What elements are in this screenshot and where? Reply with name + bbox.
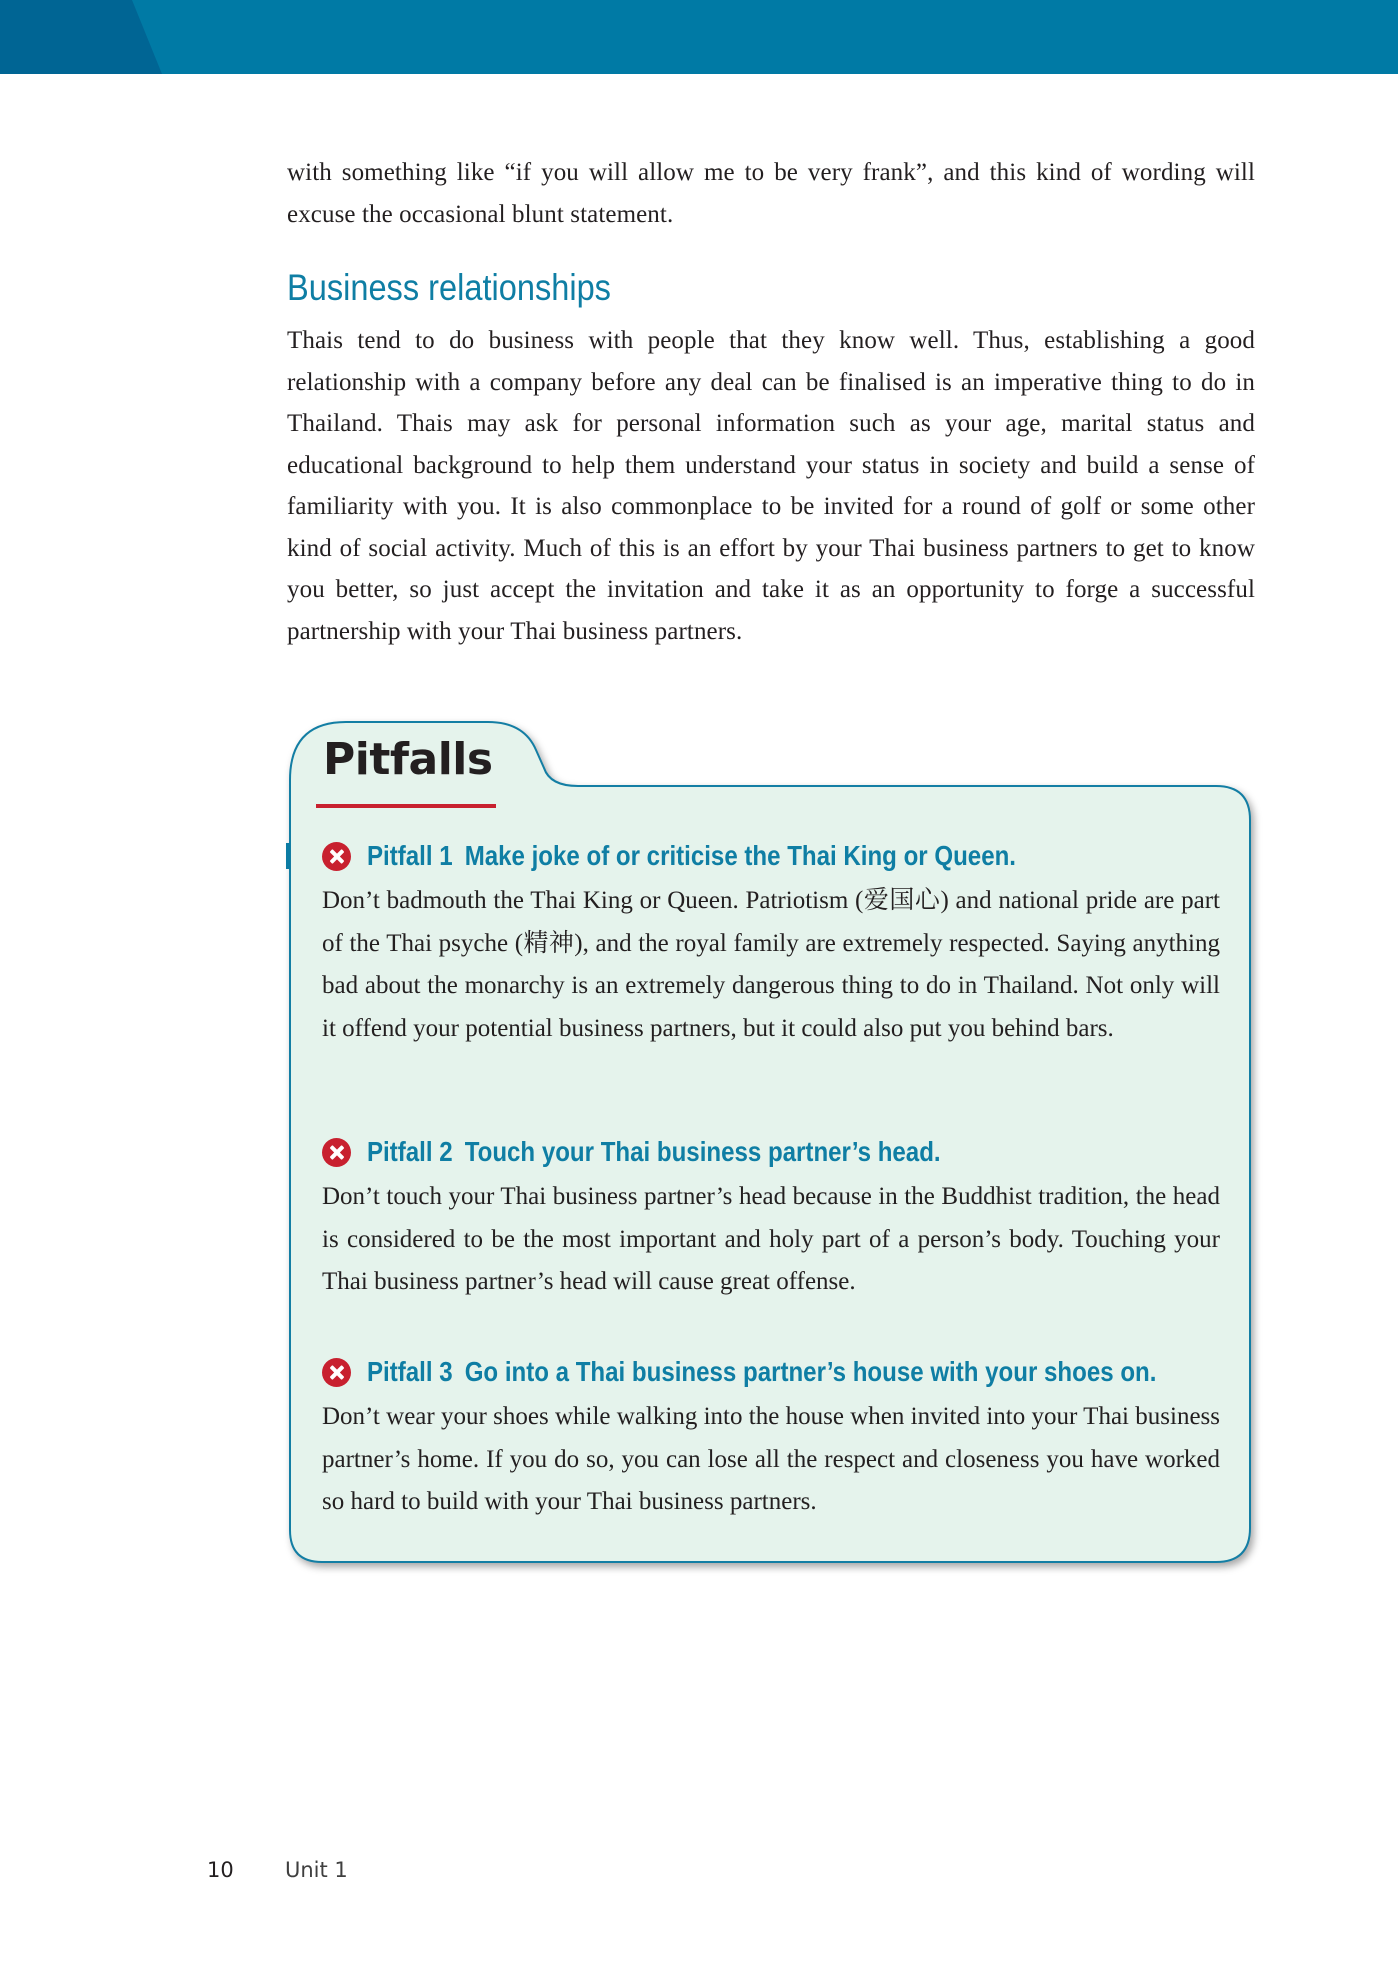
- pitfalls-box: [288, 720, 1252, 1565]
- business-relationships-paragraph: Thais tend to do business with people that they know well. Thus, establishing a good relationship with a company before any deal can be finalised is an imperative thing to do in Thailand. Thais may ask for personal information such as your age, marital status and educational background to help them understand your status in society and build a sense of familiarity with you. It is also commonplace to be invited for a round of golf or some other kind of social activity. Much of this is an effort by your Thai business partners to get to know you better, so just accept the invitation and take it as an opportunity to forge a successful partnership with your Thai business partners.: [287, 327, 1255, 645]
- pitfall-item: [322, 1352, 1220, 1524]
- pitfall-item: [322, 836, 1220, 1050]
- pitfall-number: Pitfall 2: [367, 1136, 453, 1167]
- x-circle-icon: [322, 1138, 351, 1167]
- left-marker: [286, 843, 290, 869]
- section-title: Business relationships: [287, 267, 611, 308]
- intro-paragraph: with something like “if you will allow me to be very frank”, and this kind of wording will excuse the occasional blunt statement.: [287, 159, 1255, 228]
- pitfalls-title-underline: [316, 804, 496, 808]
- pitfall-number: Pitfall 3: [367, 1356, 453, 1387]
- pitfall-header: [322, 1352, 1220, 1392]
- pitfall-number: Pitfall 1: [367, 840, 453, 871]
- pitfall-body: Don’t touch your Thai business partner’s head because in the Buddhist tradition, the head is considered to be the most important and holy part of a person’s body. Touching your Thai business partner’s head will cause great offense.: [322, 1183, 1220, 1295]
- pitfall-header: [322, 1132, 1220, 1172]
- pitfall-title: Go into a Thai business partner’s house with your shoes on.: [464, 1356, 1157, 1387]
- x-circle-icon: [322, 1358, 351, 1387]
- unit-label: Unit 1: [285, 1858, 348, 1882]
- pitfall-title: Touch your Thai business partner’s head.: [464, 1136, 941, 1167]
- page-number: 10: [207, 1858, 234, 1882]
- pitfall-body: Don’t badmouth the Thai King or Queen. Patriotism (爱国心) and national pride are part of the Thai psyche (精神), and the royal family are extremely respected. Saying anything bad about the monarchy is an extremely dangerous thing to do in Thailand. Not only will it offend your potential business partners, but it could also put you behind bars.: [322, 887, 1220, 1042]
- pitfall-title: Make joke of or criticise the Thai King or Queen.: [464, 840, 1016, 871]
- pitfall-heading: [367, 1356, 1156, 1388]
- pitfall-heading: [367, 840, 1016, 872]
- pitfall-item: [322, 1132, 1220, 1304]
- header-bar: [0, 0, 1398, 74]
- business-relationships-section: [287, 320, 1255, 652]
- pitfalls-title: Pitfalls: [323, 734, 493, 785]
- pitfall-body: Don’t wear your shoes while walking into the house when invited into your Thai business partner’s home. If you do so, you can lose all the respect and closeness you have worked so hard to build with your Thai business partners.: [322, 1403, 1220, 1515]
- pitfall-header: [322, 836, 1220, 876]
- pitfall-heading: [367, 1136, 941, 1168]
- intro-section: [287, 152, 1255, 235]
- x-circle-icon: [322, 842, 351, 871]
